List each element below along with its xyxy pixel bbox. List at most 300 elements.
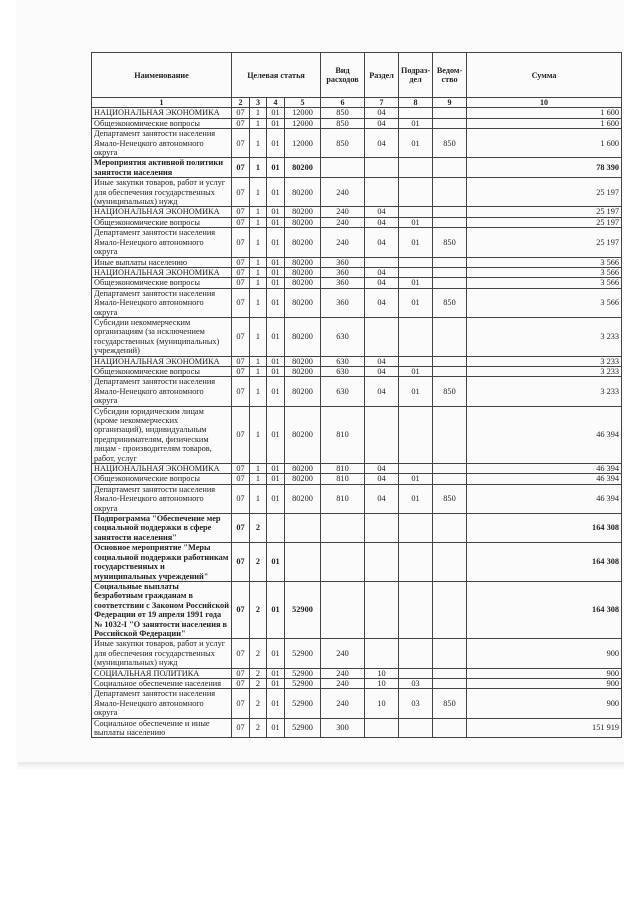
podrazdel-cell: 01 [399,129,433,158]
target-code-2-cell: 2 [250,678,267,688]
razdel-cell: 10 [365,668,399,678]
vid-cell: 630 [321,377,365,406]
razdel-cell [365,514,399,543]
vedomstvo-cell [433,474,467,484]
target-code-1-cell: 07 [232,317,250,356]
table-body [92,108,622,738]
vid-cell: 360 [321,257,365,267]
table-row [92,178,622,207]
table-row [92,278,622,288]
table-row [92,288,622,317]
target-code-3-cell: 01 [267,474,285,484]
vedomstvo-cell [433,543,467,582]
vid-cell: 300 [321,718,365,738]
target-code-2-cell: 1 [250,228,267,257]
vid-cell: 240 [321,678,365,688]
row-name-cell: Департамент занятости населения Ямало-Ненецкого автономного округа [92,484,232,513]
target-code-3-cell: 01 [267,377,285,406]
razdel-cell: 04 [365,228,399,257]
target-code-2-cell: 1 [250,217,267,227]
podrazdel-cell [399,207,433,217]
target-code-4-cell: 80200 [285,377,321,406]
target-code-2-cell: 1 [250,267,267,277]
razdel-cell: 04 [365,464,399,474]
target-code-4-cell [285,514,321,543]
razdel-cell: 04 [365,108,399,118]
target-code-1-cell: 07 [232,257,250,267]
podrazdel-cell [399,356,433,366]
target-code-3-cell: 01 [267,158,285,178]
vid-cell: 240 [321,207,365,217]
vedomstvo-cell: 850 [433,484,467,513]
target-code-3-cell: 01 [267,689,285,718]
vid-cell: 240 [321,217,365,227]
table-row [92,581,622,638]
target-code-1-cell: 07 [232,288,250,317]
target-code-1-cell: 07 [232,118,250,128]
column-number: 1 [92,98,232,108]
razdel-cell: 04 [365,118,399,128]
row-name-cell: Департамент занятости населения Ямало-Ненецкого автономного округа [92,288,232,317]
target-code-4-cell: 52900 [285,689,321,718]
sum-cell: 1 600 [467,108,622,118]
row-name-cell: Департамент занятости населения Ямало-Ненецкого автономного округа [92,129,232,158]
target-code-1-cell: 07 [232,543,250,582]
vedomstvo-cell: 850 [433,689,467,718]
target-code-1-cell: 07 [232,718,250,738]
target-code-1-cell: 07 [232,689,250,718]
table-row [92,267,622,277]
column-number-row [92,98,622,108]
row-name-cell: НАЦИОНАЛЬНАЯ ЭКОНОМИКА [92,267,232,277]
target-code-2-cell: 2 [250,639,267,668]
target-code-4-cell: 52900 [285,639,321,668]
target-code-1-cell: 07 [232,474,250,484]
vedomstvo-cell [433,278,467,288]
vid-cell: 810 [321,406,365,463]
target-code-3-cell: 01 [267,288,285,317]
target-code-4-cell: 80200 [285,228,321,257]
target-code-2-cell: 2 [250,543,267,582]
table-row [92,228,622,257]
sum-cell: 3 233 [467,366,622,376]
target-code-3-cell: 01 [267,464,285,474]
header-podrazdel: Подраз-дел [399,53,433,98]
sum-cell: 900 [467,689,622,718]
target-code-3-cell: 01 [267,317,285,356]
vid-cell [321,543,365,582]
target-code-2-cell: 1 [250,356,267,366]
table-row [92,514,622,543]
table-row [92,484,622,513]
vid-cell: 810 [321,474,365,484]
vid-cell: 360 [321,278,365,288]
sum-cell: 151 919 [467,718,622,738]
vid-cell: 630 [321,317,365,356]
header-name: Наименование [92,53,232,98]
vedomstvo-cell [433,514,467,543]
vid-cell: 240 [321,228,365,257]
vedomstvo-cell [433,267,467,277]
target-code-2-cell: 1 [250,474,267,484]
sum-cell: 900 [467,678,622,688]
razdel-cell: 10 [365,689,399,718]
vedomstvo-cell [433,668,467,678]
podrazdel-cell [399,178,433,207]
table-row [92,474,622,484]
table-row [92,129,622,158]
target-code-4-cell: 80200 [285,474,321,484]
table-row [92,543,622,582]
podrazdel-cell [399,668,433,678]
budget-table [91,52,622,738]
target-code-4-cell: 80200 [285,257,321,267]
vedomstvo-cell [433,678,467,688]
target-code-1-cell: 07 [232,484,250,513]
vedomstvo-cell [433,158,467,178]
row-name-cell: СОЦИАЛЬНАЯ ПОЛИТИКА [92,668,232,678]
target-code-4-cell: 80200 [285,158,321,178]
razdel-cell: 04 [365,366,399,376]
razdel-cell [365,317,399,356]
podrazdel-cell: 03 [399,689,433,718]
table-row [92,366,622,376]
target-code-1-cell: 07 [232,514,250,543]
target-code-3-cell: 01 [267,178,285,207]
target-code-2-cell: 1 [250,317,267,356]
podrazdel-cell: 01 [399,288,433,317]
razdel-cell: 10 [365,678,399,688]
razdel-cell: 04 [365,129,399,158]
target-code-3-cell: 01 [267,118,285,128]
vedomstvo-cell [433,581,467,638]
target-code-4-cell: 80200 [285,317,321,356]
sum-cell: 46 394 [467,464,622,474]
target-code-1-cell: 07 [232,228,250,257]
razdel-cell: 04 [365,207,399,217]
podrazdel-cell: 01 [399,377,433,406]
podrazdel-cell [399,158,433,178]
row-name-cell: Социальные выплаты безработным гражданам в соответствии с Законом Российской Федерации от 19 апреля 1991 года № 1032-I "О занятости населения в Российской Федерации" [92,581,232,638]
podrazdel-cell: 01 [399,278,433,288]
row-name-cell: Иные закупки товаров, работ и услуг для обеспечения государственных (муниципальных) нужд [92,639,232,668]
target-code-4-cell: 80200 [285,288,321,317]
target-code-4-cell: 80200 [285,207,321,217]
vedomstvo-cell [433,257,467,267]
header-razdel: Раздел [365,53,399,98]
target-code-4-cell: 80200 [285,178,321,207]
vedomstvo-cell [433,356,467,366]
target-code-4-cell: 12000 [285,118,321,128]
row-name-cell: Общеэкономические вопросы [92,217,232,227]
target-code-4-cell: 52900 [285,718,321,738]
target-code-3-cell: 01 [267,678,285,688]
row-name-cell: Департамент занятости населения Ямало-Ненецкого автономного округа [92,377,232,406]
razdel-cell: 04 [365,356,399,366]
vedomstvo-cell [433,118,467,128]
target-code-2-cell: 2 [250,581,267,638]
vedomstvo-cell: 850 [433,129,467,158]
vedomstvo-cell: 850 [433,377,467,406]
target-code-4-cell: 12000 [285,129,321,158]
target-code-1-cell: 07 [232,377,250,406]
target-code-2-cell: 1 [250,158,267,178]
sum-cell: 164 308 [467,581,622,638]
sum-cell: 3 233 [467,356,622,366]
target-code-1-cell: 07 [232,406,250,463]
target-code-2-cell: 1 [250,257,267,267]
razdel-cell [365,581,399,638]
target-code-3-cell: 01 [267,108,285,118]
vedomstvo-cell [433,178,467,207]
target-code-1-cell: 07 [232,581,250,638]
vedomstvo-cell [433,217,467,227]
column-number: 3 [250,98,267,108]
razdel-cell [365,543,399,582]
target-code-1-cell: 07 [232,129,250,158]
podrazdel-cell: 03 [399,678,433,688]
target-code-3-cell: 01 [267,278,285,288]
vid-cell: 360 [321,288,365,317]
vid-cell [321,581,365,638]
target-code-1-cell: 07 [232,356,250,366]
razdel-cell: 04 [365,484,399,513]
target-code-1-cell: 07 [232,678,250,688]
target-code-1-cell: 07 [232,278,250,288]
sum-cell: 46 394 [467,406,622,463]
table-row [92,678,622,688]
vedomstvo-cell [433,639,467,668]
table-row [92,406,622,463]
target-code-4-cell: 80200 [285,217,321,227]
podrazdel-cell [399,108,433,118]
target-code-4-cell: 80200 [285,278,321,288]
vid-cell: 630 [321,356,365,366]
razdel-cell [365,639,399,668]
row-name-cell: Основное мероприятие "Меры социальной поддержки работникам государственных и муниципальных учреждений" [92,543,232,582]
target-code-3-cell: 01 [267,228,285,257]
sum-cell: 25 197 [467,228,622,257]
vid-cell: 850 [321,129,365,158]
row-name-cell: НАЦИОНАЛЬНАЯ ЭКОНОМИКА [92,108,232,118]
sum-cell: 3 566 [467,278,622,288]
target-code-2-cell: 1 [250,484,267,513]
target-code-4-cell: 52900 [285,581,321,638]
vid-cell: 810 [321,484,365,513]
table-row [92,718,622,738]
target-code-3-cell: 01 [267,581,285,638]
row-name-cell: Социальное обеспечение населения [92,678,232,688]
column-number: 5 [285,98,321,108]
vedomstvo-cell [433,718,467,738]
podrazdel-cell [399,317,433,356]
column-number: 10 [467,98,622,108]
sum-cell: 3 566 [467,288,622,317]
target-code-2-cell: 1 [250,406,267,463]
podrazdel-cell [399,581,433,638]
table-row [92,108,622,118]
razdel-cell: 04 [365,278,399,288]
vid-cell: 850 [321,118,365,128]
podrazdel-cell: 01 [399,228,433,257]
table-row [92,217,622,227]
podrazdel-cell [399,267,433,277]
target-code-4-cell: 80200 [285,406,321,463]
target-code-1-cell: 07 [232,366,250,376]
column-number: 9 [433,98,467,108]
target-code-2-cell: 2 [250,668,267,678]
sum-cell: 3 233 [467,317,622,356]
target-code-1-cell: 07 [232,217,250,227]
table-row [92,118,622,128]
target-code-2-cell: 1 [250,178,267,207]
target-code-4-cell: 80200 [285,484,321,513]
page-edge [18,762,624,770]
vid-cell: 810 [321,464,365,474]
target-code-2-cell: 1 [250,377,267,406]
target-code-1-cell: 07 [232,207,250,217]
vedomstvo-cell: 850 [433,288,467,317]
podrazdel-cell [399,639,433,668]
sum-cell: 900 [467,639,622,668]
sum-cell: 78 390 [467,158,622,178]
sum-cell: 900 [467,668,622,678]
razdel-cell [365,257,399,267]
podrazdel-cell [399,718,433,738]
target-code-3-cell: 01 [267,129,285,158]
column-number: 2 [232,98,250,108]
target-code-4-cell: 80200 [285,267,321,277]
target-code-2-cell: 1 [250,129,267,158]
column-number: 8 [399,98,433,108]
razdel-cell: 04 [365,474,399,484]
vedomstvo-cell [433,366,467,376]
vid-cell: 240 [321,639,365,668]
row-name-cell: Общеэкономические вопросы [92,118,232,128]
podrazdel-cell [399,257,433,267]
razdel-cell [365,718,399,738]
podrazdel-cell: 01 [399,217,433,227]
vid-cell [321,158,365,178]
target-code-4-cell: 52900 [285,668,321,678]
table-row [92,257,622,267]
razdel-cell [365,406,399,463]
podrazdel-cell: 01 [399,118,433,128]
target-code-3-cell: 01 [267,639,285,668]
podrazdel-cell: 01 [399,484,433,513]
target-code-3-cell: 01 [267,207,285,217]
target-code-2-cell: 1 [250,278,267,288]
razdel-cell: 04 [365,377,399,406]
row-name-cell: Субсидии некоммерческим организациям (за исключением государственных (муниципальных) учреждений) [92,317,232,356]
target-code-1-cell: 07 [232,639,250,668]
header-summa: Сумма [467,53,622,98]
target-code-2-cell: 2 [250,514,267,543]
target-code-1-cell: 07 [232,668,250,678]
row-name-cell: Социальное обеспечение и иные выплаты населению [92,718,232,738]
column-number: 4 [267,98,285,108]
target-code-3-cell: 01 [267,356,285,366]
table-row [92,689,622,718]
target-code-1-cell: 07 [232,178,250,207]
podrazdel-cell [399,543,433,582]
vid-cell [321,514,365,543]
sum-cell: 46 394 [467,474,622,484]
row-name-cell: Иные выплаты населению [92,257,232,267]
sum-cell: 25 197 [467,207,622,217]
row-name-cell: НАЦИОНАЛЬНАЯ ЭКОНОМИКА [92,207,232,217]
target-code-2-cell: 1 [250,108,267,118]
target-code-4-cell: 52900 [285,678,321,688]
vid-cell: 360 [321,267,365,277]
row-name-cell: НАЦИОНАЛЬНАЯ ЭКОНОМИКА [92,464,232,474]
row-name-cell: Департамент занятости населения Ямало-Ненецкого автономного округа [92,689,232,718]
target-code-3-cell: 01 [267,543,285,582]
target-code-1-cell: 07 [232,267,250,277]
row-name-cell: Иные закупки товаров, работ и услуг для обеспечения государственных (муниципальных) нужд [92,178,232,207]
target-code-1-cell: 07 [232,108,250,118]
sum-cell: 164 308 [467,543,622,582]
sum-cell: 3 566 [467,267,622,277]
sum-cell: 1 600 [467,129,622,158]
podrazdel-cell [399,514,433,543]
target-code-2-cell: 1 [250,118,267,128]
column-number: 6 [321,98,365,108]
target-code-4-cell: 80200 [285,464,321,474]
row-name-cell: Мероприятия активной политики занятости населения [92,158,232,178]
target-code-2-cell: 2 [250,718,267,738]
vid-cell: 850 [321,108,365,118]
header-vedomstvo: Ведом-ство [433,53,467,98]
target-code-4-cell: 80200 [285,356,321,366]
target-code-3-cell: 01 [267,406,285,463]
table-row [92,158,622,178]
row-name-cell: Департамент занятости населения Ямало-Ненецкого автономного округа [92,228,232,257]
row-name-cell: Общеэкономические вопросы [92,366,232,376]
target-code-3-cell: 01 [267,217,285,227]
razdel-cell: 04 [365,217,399,227]
sum-cell: 1 600 [467,118,622,128]
target-code-4-cell: 80200 [285,366,321,376]
target-code-2-cell: 2 [250,689,267,718]
vedomstvo-cell [433,108,467,118]
header-target: Целевая статья [232,53,321,98]
target-code-3-cell [267,514,285,543]
column-number: 7 [365,98,399,108]
target-code-4-cell: 12000 [285,108,321,118]
table-row [92,668,622,678]
target-code-3-cell: 01 [267,668,285,678]
razdel-cell [365,158,399,178]
header-vid: Вид расходов [321,53,365,98]
target-code-3-cell: 01 [267,257,285,267]
sum-cell: 25 197 [467,178,622,207]
row-name-cell: Подпрограмма "Обеспечение мер социальной поддержки в сфере занятости населения" [92,514,232,543]
target-code-3-cell: 01 [267,267,285,277]
row-name-cell: НАЦИОНАЛЬНАЯ ЭКОНОМИКА [92,356,232,366]
podrazdel-cell: 01 [399,366,433,376]
row-name-cell: Общеэкономические вопросы [92,278,232,288]
vid-cell: 240 [321,689,365,718]
target-code-3-cell: 01 [267,484,285,513]
vedomstvo-cell [433,207,467,217]
target-code-3-cell: 01 [267,366,285,376]
table-row [92,317,622,356]
row-name-cell: Субсидии юридическим лицам (кроме некоммерческих организаций), индивидуальным предпринимателям, физическим лицам - производителям товаров, работ, услуг [92,406,232,463]
target-code-2-cell: 1 [250,207,267,217]
target-code-2-cell: 1 [250,464,267,474]
target-code-4-cell [285,543,321,582]
